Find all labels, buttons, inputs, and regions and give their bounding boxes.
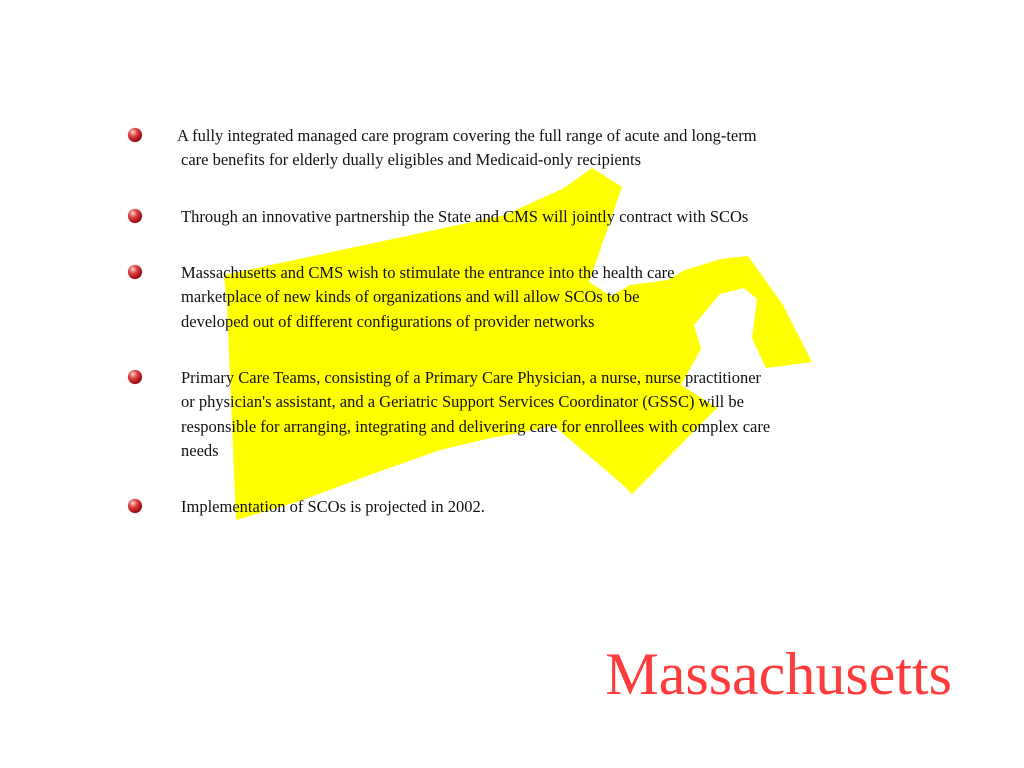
bullet-text: Through an innovative partnership the State and CMS will jointly contract with SCOs <box>181 207 749 226</box>
red-sphere-bullet-icon <box>128 370 142 384</box>
bullet-text: Implementation of SCOs is projected in 2002. <box>181 497 485 516</box>
red-sphere-bullet-icon <box>128 499 142 513</box>
bullet-text-line: care benefits for elderly dually eligibles and Medicaid-only recipients <box>181 150 641 170</box>
red-sphere-bullet-icon <box>128 209 142 223</box>
bullet-text <box>177 124 757 173</box>
slide-title: Massachusetts <box>605 641 952 707</box>
bullet-text: Massachusetts and CMS wish to stimulate the entrance into the health care marketplace of new kinds of organizations and will allow SCOs to be developed out of different configurations of provider networks <box>181 263 675 331</box>
bullet-text-line: A fully integrated managed care program covering the full range of acute and long-term <box>177 126 757 145</box>
red-sphere-bullet-icon <box>128 128 142 142</box>
red-sphere-bullet-icon <box>128 265 142 279</box>
bullet-text: Primary Care Teams, consisting of a Primary Care Physician, a nurse, nurse practitioner or physician's assistant, and a Geriatric Support Services Coordinator (GSSC) will be responsible for arranging, integrating and delivering care for enrollees with complex care needs <box>181 368 771 460</box>
